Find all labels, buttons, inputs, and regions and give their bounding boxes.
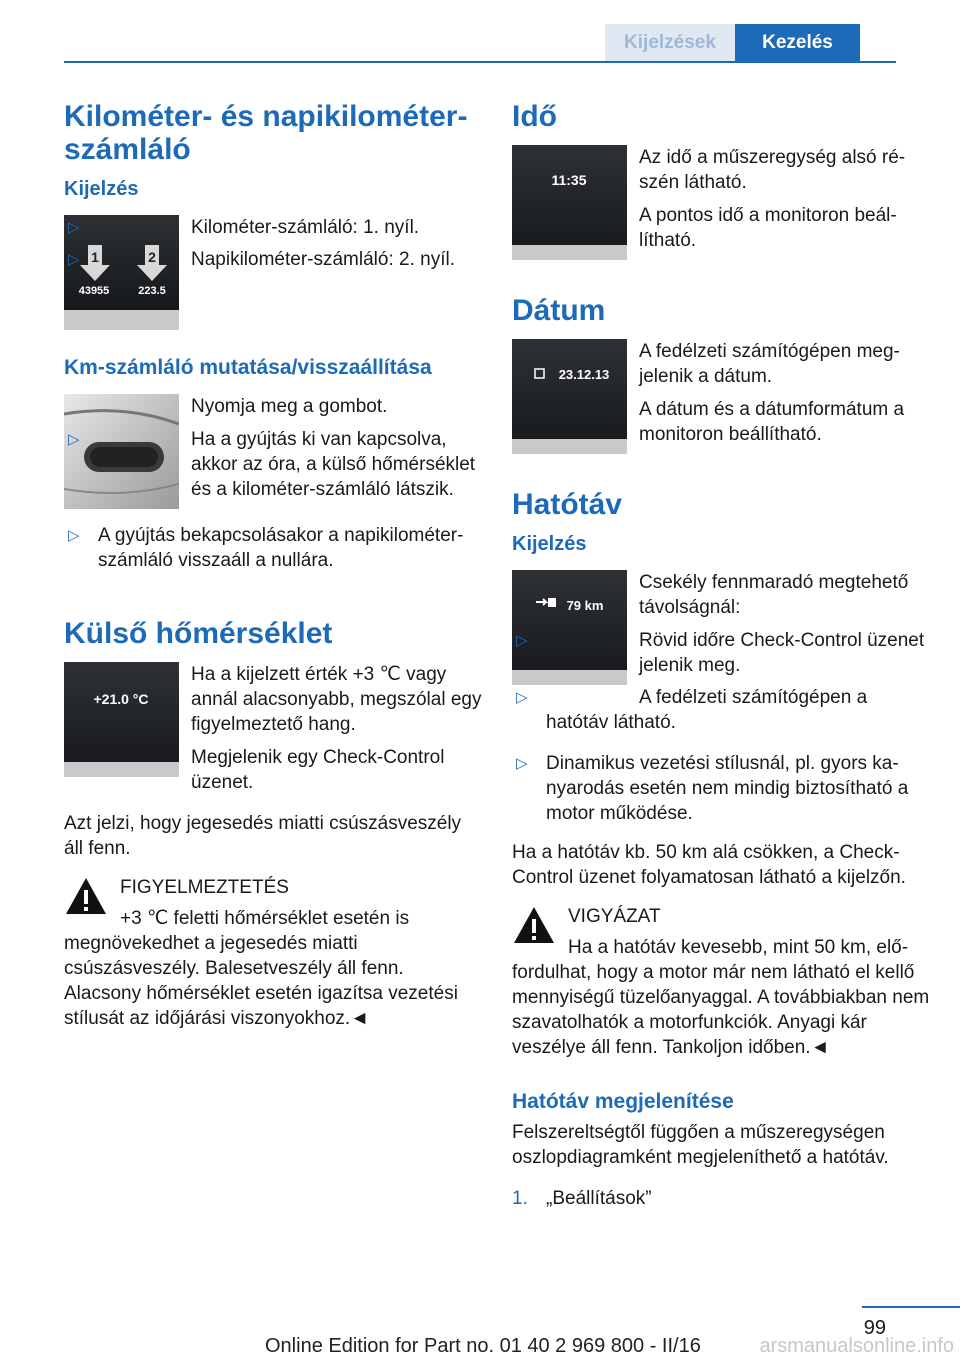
temperature-paragraph-3: Azt jelzi, hogy jegesedés miatti csúszásveszély áll fenn. xyxy=(64,813,462,859)
reset-heading: Km-számláló mutatása/visszaállítása xyxy=(64,356,432,379)
odometer-display-heading: Kijelzés xyxy=(64,178,139,200)
range-outer-list xyxy=(512,751,930,826)
range-block xyxy=(512,570,930,743)
range-title: Hatótáv xyxy=(512,488,623,521)
header-chapter: Kezelés xyxy=(735,24,860,61)
list-item: 1. „Beállítások” xyxy=(512,1188,652,1209)
range-show-heading: Hatótáv megjelenítése xyxy=(512,1090,734,1113)
header-section: Kijelzések xyxy=(605,24,735,61)
temperature-paragraph-1: Ha a kijelzett érték +3 ℃ vagy annál alacsonyabb, megszólal egy figyelmeztető hang. xyxy=(191,664,482,735)
temperature-title: Külső hőmérséklet xyxy=(64,617,333,650)
clock-figure xyxy=(512,145,627,260)
caution-title: VIGYÁZAT xyxy=(568,906,661,927)
time-block xyxy=(512,145,930,266)
caution-text: Ha a hatótáv kevesebb, mint 50 km, előfordulhat, hogy a motor már nem látható el kellő mennyiségű tüzelőanyaggal. A továbbiakban nem szavatolhatók a motorfunkciók. Anyagi kár veszélye áll fenn. Tankoljon időben.◄ xyxy=(512,937,930,1058)
range-value: 79 km xyxy=(566,598,604,613)
list-item: ▷ Ha a gyújtás ki van kapcsolva, akkor az óra, a külső hőmérséklet és a kilométer-számláló látszik. xyxy=(68,429,476,500)
step-number: 1. xyxy=(512,1188,528,1209)
left-column xyxy=(64,100,482,1039)
list-item: ▷ A fedélzeti számítógépen a hatótáv látható. xyxy=(516,687,868,733)
time-paragraph-2: A pontos idő a monitoron beállítható. xyxy=(639,205,897,251)
triangle-bullet-icon: ▷ xyxy=(516,689,528,706)
time-paragraph-1: Az idő a műszeregység alsó részén látható. xyxy=(639,147,906,193)
steps-list xyxy=(512,1186,930,1211)
clock-value: 11:35 xyxy=(551,172,587,188)
warning-title: FIGYELMEZTETÉS xyxy=(120,877,289,898)
temperature-value: +21.0 °C xyxy=(93,691,149,707)
warning-text: +3 ℃ feletti hőmérséklet esetén is megnövekedhet a jegesedés miatti csúszásveszély. Balesetveszély áll fenn. Alacsony hőmérséklet esetén igazítsa vezetési stílusát az időjárási viszonyokhoz.◄ xyxy=(64,908,458,1029)
page-number: 99 xyxy=(863,1317,886,1339)
range-display-heading: Kijelzés xyxy=(512,533,587,555)
date-paragraph-1: A fedélzeti számítógépen megjelenik a dátum. xyxy=(639,341,900,387)
odometer-title: Kilométer- és napikilométer-számláló xyxy=(64,100,468,166)
odometer-arrow-1-label: 1 xyxy=(91,249,99,265)
odometer-block xyxy=(64,215,482,336)
range-show-text: Felszereltségtől függően a műszeregységen oszlopdiagramként megjeleníthető a hatótáv. xyxy=(512,1122,889,1168)
right-column xyxy=(512,100,930,1211)
caution-triangle-icon xyxy=(512,904,556,946)
warning-triangle-icon xyxy=(64,875,108,917)
warning-box xyxy=(64,875,482,1039)
range-paragraph-2: Ha a hatótáv kb. 50 km alá csökken, a Check-Control üzenet folyamatosan látható a kijelzőn. xyxy=(512,842,906,888)
date-block xyxy=(512,339,930,460)
watermark-text: arsmanualsonline.info xyxy=(759,1335,954,1357)
date-title: Dátum xyxy=(512,294,606,327)
odometer-arrow-2-label: 2 xyxy=(148,249,156,265)
temperature-paragraph-2: Megjelenik egy Check-Control üzenet. xyxy=(191,747,445,793)
edition-text: Online Edition for Part no. 01 40 2 969 800 - II/16 xyxy=(265,1335,701,1357)
reset-block xyxy=(64,394,482,515)
footer-rule xyxy=(862,1306,960,1308)
range-paragraph-1: Csekély fennmaradó megtehető távolságnál: xyxy=(639,572,909,618)
header-rule xyxy=(64,61,896,63)
reset-outer-list xyxy=(64,523,482,573)
odometer-trip-value: 223.5 xyxy=(138,285,166,297)
list-item: ▷ Dinamikus vezetési stílusnál, pl. gyors kanyarodás esetén nem mindig biztosítható a motor működése. xyxy=(516,753,909,824)
caution-box xyxy=(512,904,930,1068)
list-item: ▷ A gyújtás bekapcsolásakor a napikilométer-számláló visszaáll a nullára. xyxy=(68,525,464,571)
triangle-bullet-icon: ▷ xyxy=(516,755,528,772)
triangle-bullet-icon: ▷ xyxy=(516,632,528,649)
triangle-bullet-icon: ▷ xyxy=(68,431,80,448)
date-paragraph-2: A dátum és a dátumformátum a monitoron beállítható. xyxy=(639,399,905,445)
date-value: 23.12.13 xyxy=(558,367,610,382)
odometer-total-value: 43955 xyxy=(78,285,110,297)
list-item: ▷ Kilométer-számláló: 1. nyíl. xyxy=(68,217,420,238)
triangle-bullet-icon: ▷ xyxy=(68,527,80,544)
list-item: ▷ Rövid időre Check-Control üzenet jelenik meg. xyxy=(516,630,925,676)
triangle-bullet-icon: ▷ xyxy=(68,251,80,268)
reset-inner-list xyxy=(64,427,482,502)
list-item: ▷ Napikilométer-számláló: 2. nyíl. xyxy=(68,249,455,270)
time-title: Idő xyxy=(512,100,557,133)
temperature-figure xyxy=(64,662,179,777)
reset-text: Nyomja meg a gombot. xyxy=(191,396,388,417)
triangle-bullet-icon: ▷ xyxy=(68,219,80,236)
temperature-block xyxy=(64,662,482,803)
date-figure xyxy=(512,339,627,454)
